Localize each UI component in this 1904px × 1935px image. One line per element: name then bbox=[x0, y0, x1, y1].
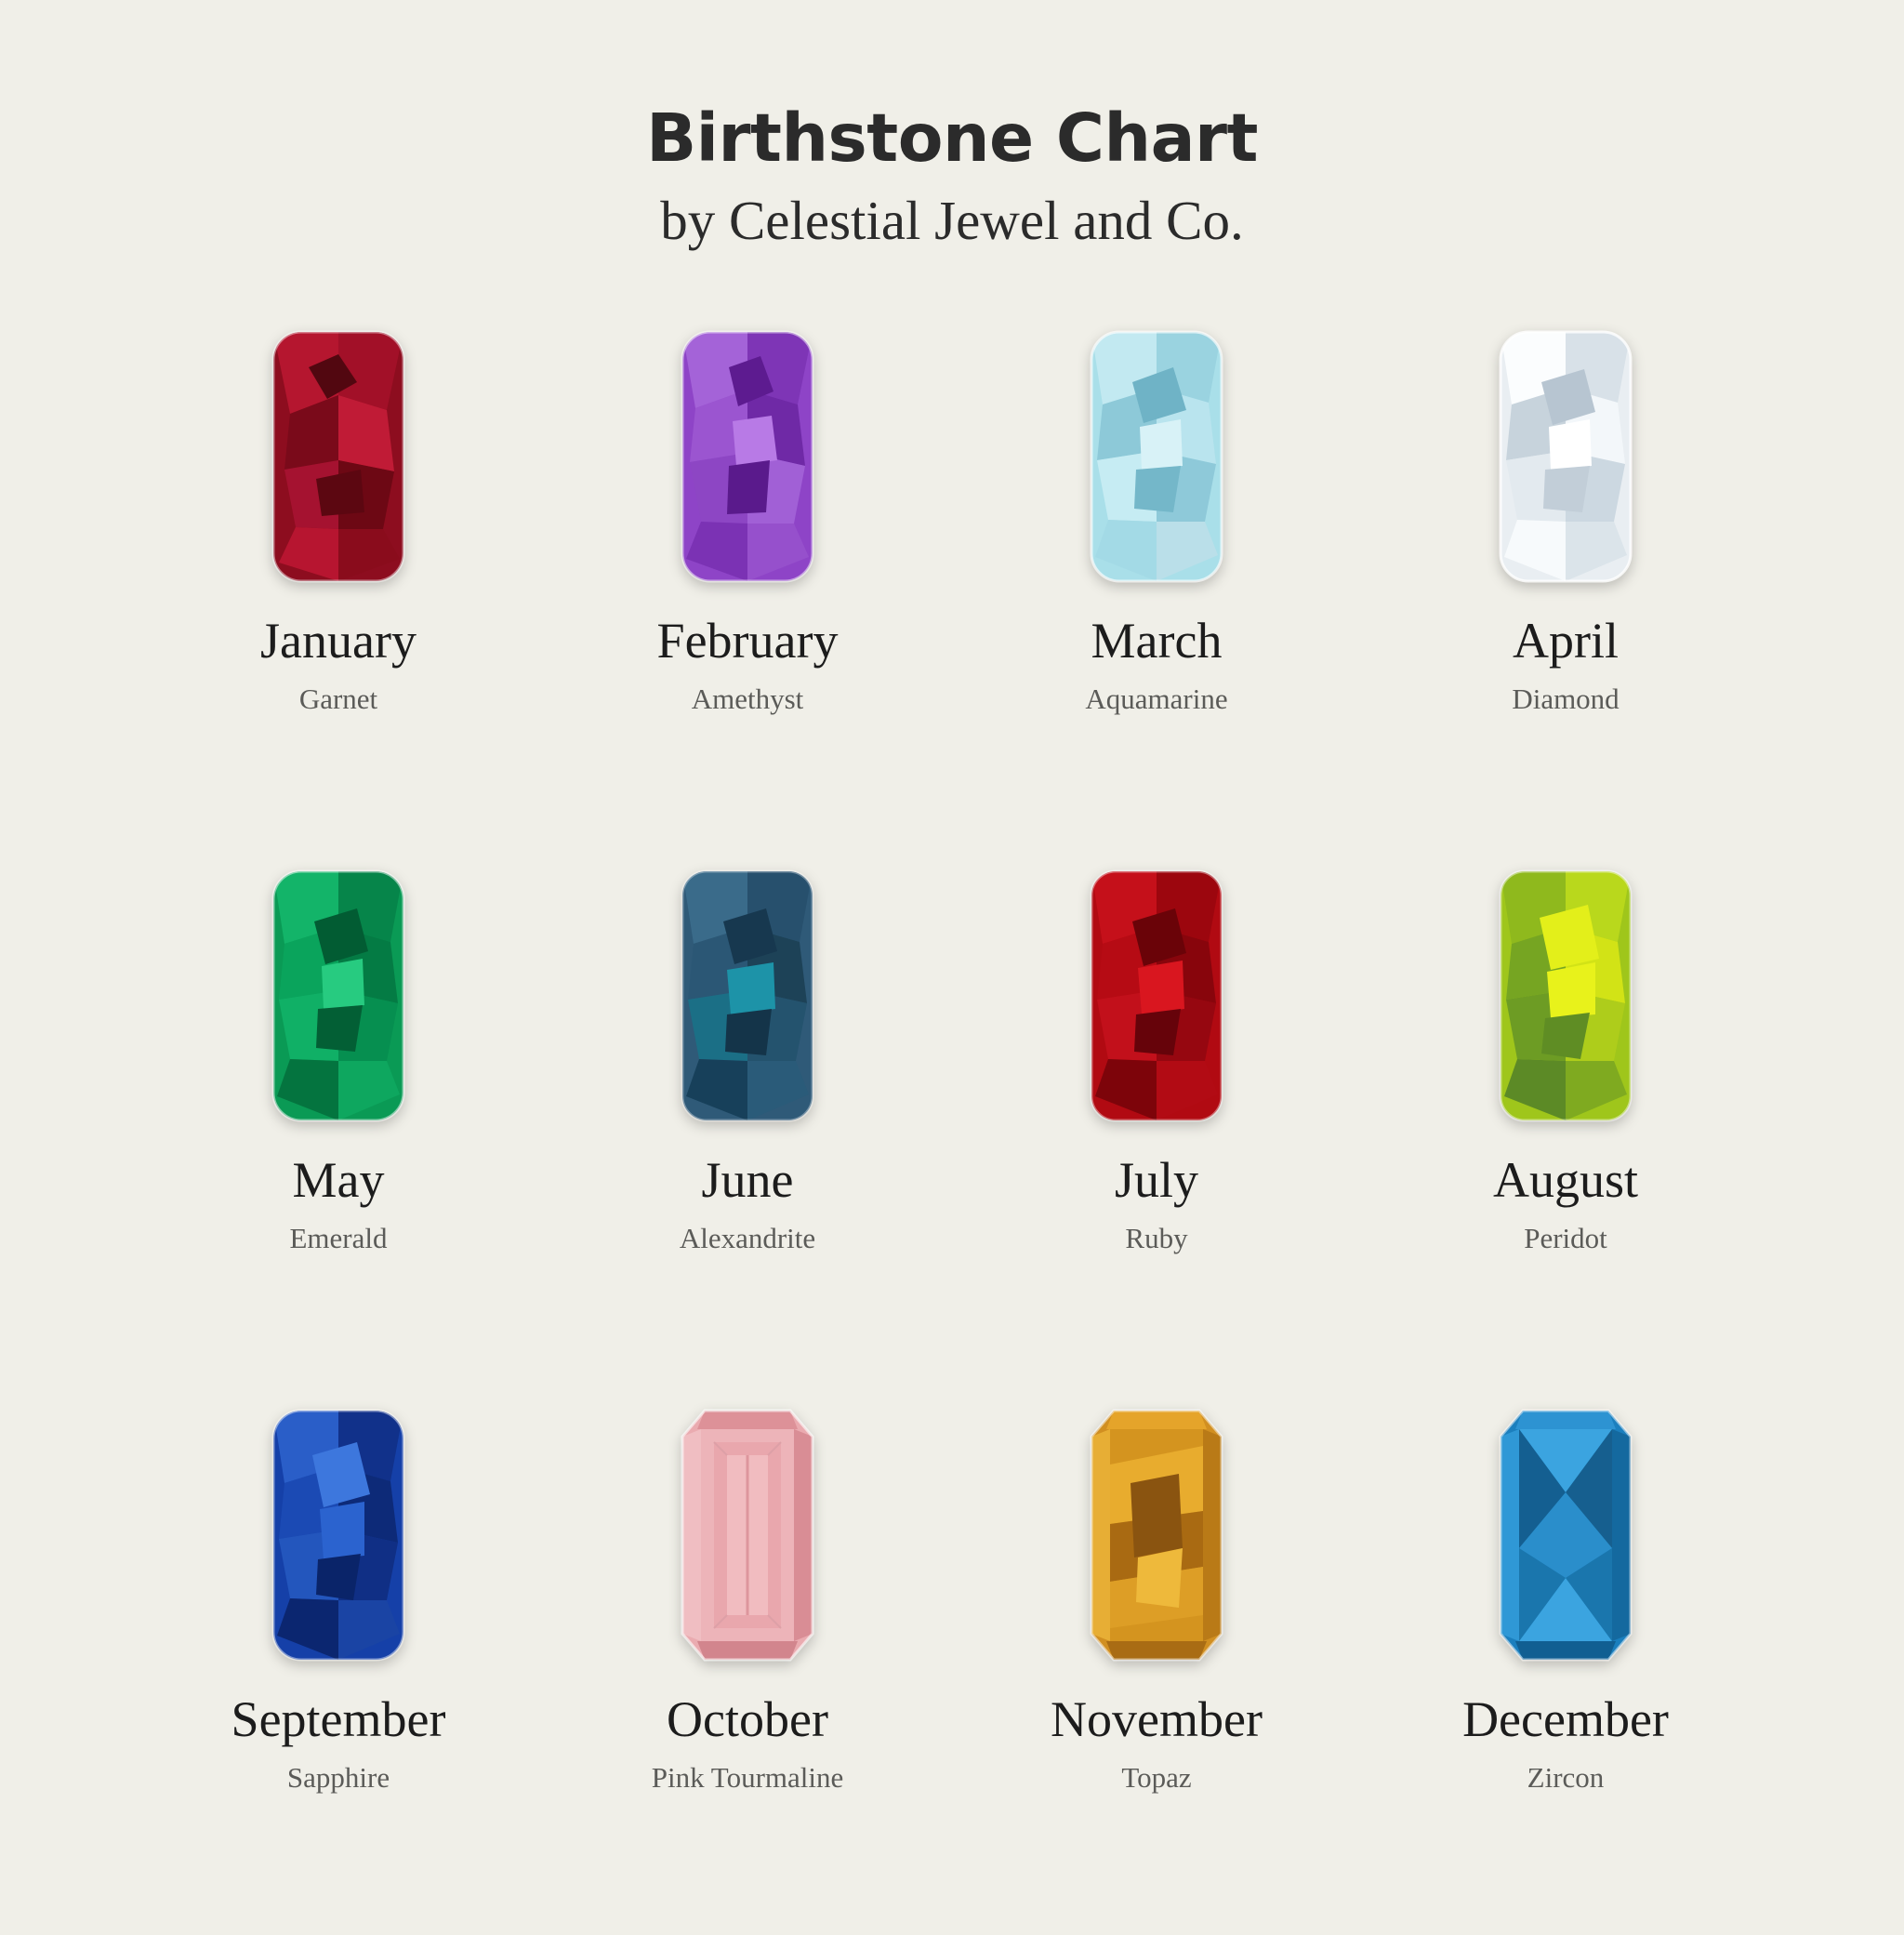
birthstone-cell-october bbox=[543, 1396, 952, 1935]
gem-amethyst-icon bbox=[681, 330, 814, 583]
page-title: Birthstone Chart bbox=[646, 99, 1258, 177]
birthstone-cell-april bbox=[1361, 317, 1770, 856]
birthstone-cell-february bbox=[543, 317, 952, 856]
birthstone-cell-november bbox=[952, 1396, 1361, 1935]
stone-label: Emerald bbox=[289, 1222, 388, 1255]
birthstone-cell-june bbox=[543, 856, 952, 1396]
birthstone-cell-july bbox=[952, 856, 1361, 1396]
gem-january-wrap bbox=[271, 317, 405, 596]
gem-garnet-icon bbox=[271, 330, 405, 583]
stone-label: Ruby bbox=[1125, 1222, 1188, 1255]
month-label: February bbox=[656, 613, 839, 669]
gem-alexandrite-icon bbox=[681, 869, 814, 1122]
gem-july-wrap bbox=[1090, 856, 1223, 1135]
chart-header bbox=[0, 0, 1904, 250]
gem-sapphire-icon bbox=[271, 1409, 405, 1662]
gem-april-wrap bbox=[1499, 317, 1633, 596]
gem-zircon-icon bbox=[1499, 1409, 1633, 1662]
page-subtitle: by Celestial Jewel and Co. bbox=[660, 189, 1244, 251]
gem-topaz-icon bbox=[1090, 1409, 1223, 1662]
gem-ruby-icon bbox=[1090, 869, 1223, 1122]
gem-june-wrap bbox=[681, 856, 814, 1135]
stone-label: Amethyst bbox=[691, 683, 804, 716]
birthstone-cell-may bbox=[134, 856, 543, 1396]
stone-label: Garnet bbox=[298, 683, 378, 716]
stone-label: Topaz bbox=[1121, 1761, 1192, 1795]
month-label: September bbox=[231, 1691, 446, 1748]
birthstone-cell-january bbox=[134, 317, 543, 856]
birthstone-cell-december bbox=[1361, 1396, 1770, 1935]
gem-aquamarine-icon bbox=[1090, 330, 1223, 583]
birthstone-cell-august bbox=[1361, 856, 1770, 1396]
gem-may-wrap bbox=[271, 856, 405, 1135]
gem-february-wrap bbox=[681, 317, 814, 596]
month-label: November bbox=[1051, 1691, 1263, 1748]
month-label: June bbox=[701, 1152, 794, 1209]
birthstone-grid bbox=[134, 317, 1770, 1935]
month-label: December bbox=[1462, 1691, 1669, 1748]
gem-december-wrap bbox=[1499, 1396, 1633, 1675]
stone-label: Diamond bbox=[1512, 683, 1620, 716]
stone-label: Alexandrite bbox=[679, 1222, 816, 1255]
month-label: May bbox=[292, 1152, 385, 1209]
gem-november-wrap bbox=[1090, 1396, 1223, 1675]
stone-label: Peridot bbox=[1524, 1222, 1607, 1255]
month-label: March bbox=[1091, 613, 1223, 669]
month-label: January bbox=[260, 613, 416, 669]
month-label: August bbox=[1492, 1152, 1638, 1209]
stone-label: Sapphire bbox=[286, 1761, 390, 1795]
month-label: April bbox=[1513, 613, 1619, 669]
birthstone-cell-march bbox=[952, 317, 1361, 856]
gem-august-wrap bbox=[1499, 856, 1633, 1135]
gem-october-wrap bbox=[681, 1396, 814, 1675]
gem-pink-tourmaline-icon bbox=[681, 1409, 814, 1662]
month-label: October bbox=[667, 1691, 828, 1748]
month-label: July bbox=[1114, 1152, 1199, 1209]
stone-label: Pink Tourmaline bbox=[651, 1761, 844, 1795]
gem-diamond-icon bbox=[1499, 330, 1633, 583]
gem-emerald-icon bbox=[271, 869, 405, 1122]
birthstone-cell-september bbox=[134, 1396, 543, 1935]
gem-peridot-icon bbox=[1499, 869, 1633, 1122]
gem-september-wrap bbox=[271, 1396, 405, 1675]
stone-label: Aquamarine bbox=[1085, 683, 1228, 716]
gem-march-wrap bbox=[1090, 317, 1223, 596]
stone-label: Zircon bbox=[1527, 1761, 1605, 1795]
